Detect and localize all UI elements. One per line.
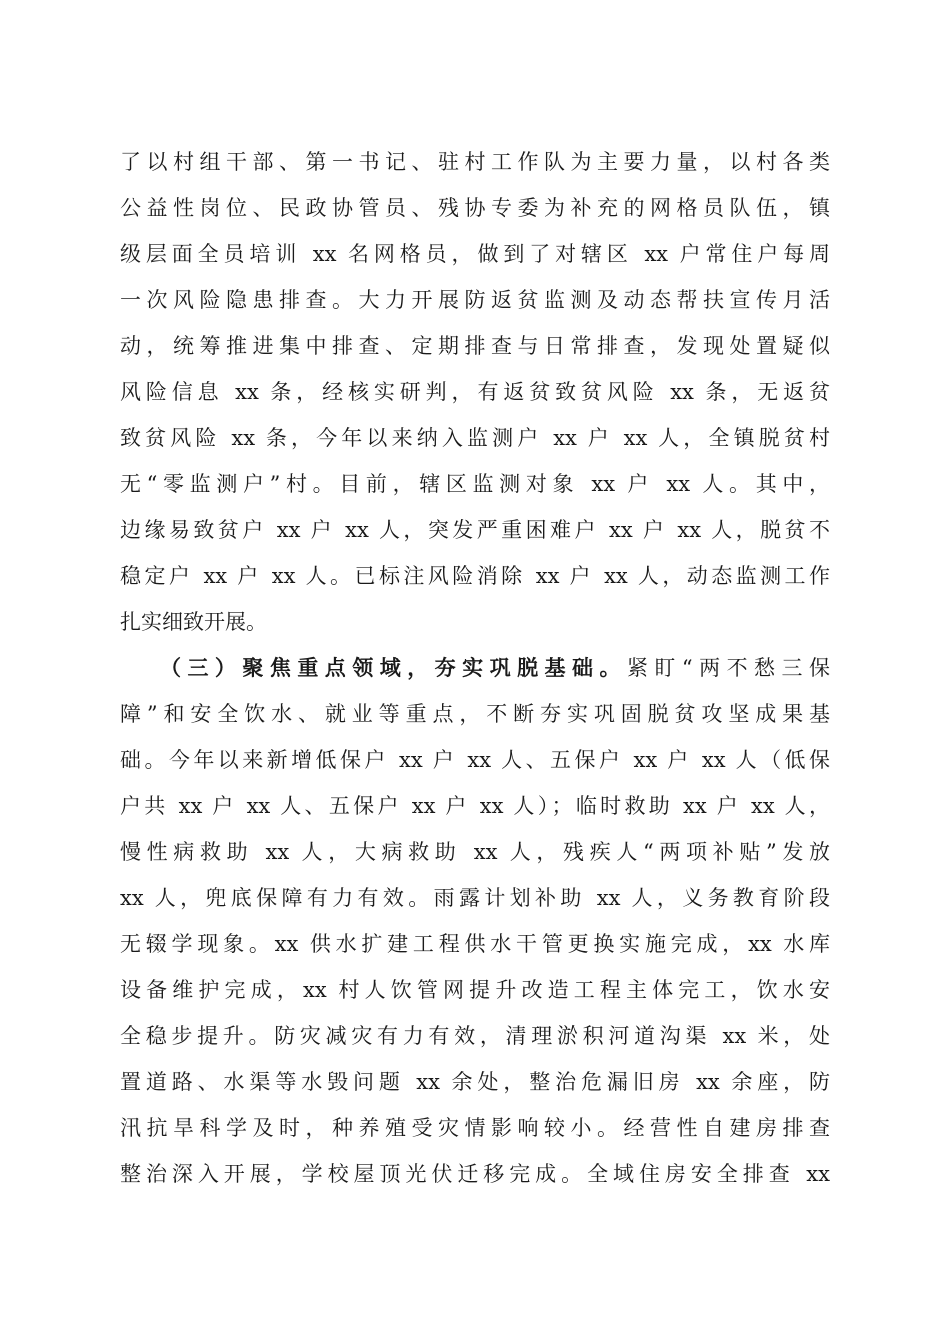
- paragraph-1-line-3: 级层面全员培训 xx 名网格员，做到了对辖区 xx 户常住户每周: [120, 242, 830, 266]
- paragraph-1-line-7: 致贫风险 xx 条，今年以来纳入监测户 xx 户 xx 人，全镇脱贫村: [120, 426, 830, 450]
- paragraph-1-line-11: 扎实细致开展。: [120, 610, 267, 634]
- paragraph-2-line-7: 无辍学现象。xx 供水扩建工程供水干管更换实施完成，xx 水库: [120, 932, 830, 956]
- paragraph-1-line-2: 公益性岗位、民政协管员、残协专委为补充的网格员队伍，镇: [120, 196, 830, 220]
- paragraph-2-line-1-text: 紧盯“两不愁三保: [626, 656, 830, 680]
- section-heading: （三）聚焦重点领域，夯实巩脱基础。: [160, 655, 627, 680]
- paragraph-2-line-3: 础。今年以来新增低保户 xx 户 xx 人、五保户 xx 户 xx 人（低保: [120, 748, 830, 772]
- paragraph-1-line-5: 动，统筹推进集中排查、定期排查与日常排查，发现处置疑似: [120, 334, 830, 358]
- paragraph-1-line-10: 稳定户 xx 户 xx 人。已标注风险消除 xx 户 xx 人，动态监测工作: [120, 564, 830, 588]
- paragraph-2-line-11: 汛抗旱科学及时，种养殖受灾情影响较小。经营性自建房排查: [120, 1116, 830, 1140]
- paragraph-1-line-8: 无“零监测户”村。目前，辖区监测对象 xx 户 xx 人。其中，: [120, 472, 830, 496]
- paragraph-2-line-1: [160, 648, 830, 688]
- paragraph-2-line-10: 置道路、水渠等水毁问题 xx 余处，整治危漏旧房 xx 余座，防: [120, 1070, 830, 1094]
- paragraph-1-line-6: 风险信息 xx 条，经核实研判，有返贫致贫风险 xx 条，无返贫: [120, 380, 830, 404]
- paragraph-2-line-4: 户共 xx 户 xx 人、五保户 xx 户 xx 人）；临时救助 xx 户 xx 人，: [120, 794, 830, 818]
- paragraph-2-line-5: 慢性病救助 xx 人，大病救助 xx 人，残疾人“两项补贴”发放: [120, 840, 830, 864]
- paragraph-1-line-4: 一次风险隐患排查。大力开展防返贫监测及动态帮扶宣传月活: [120, 288, 830, 312]
- paragraph-1-line-9: 边缘易致贫户 xx 户 xx 人，突发严重困难户 xx 户 xx 人，脱贫不: [120, 518, 830, 542]
- paragraph-2-line-9: 全稳步提升。防灾减灾有力有效，清理淤积河道沟渠 xx 米，处: [120, 1024, 830, 1048]
- paragraph-2-line-12: 整治深入开展，学校屋顶光伏迁移完成。全域住房安全排查 xx: [120, 1162, 830, 1186]
- paragraph-1-line-1: 了以村组干部、第一书记、驻村工作队为主要力量，以村各类: [120, 150, 830, 174]
- paragraph-2-line-8: 设备维护完成，xx 村人饮管网提升改造工程主体完工，饮水安: [120, 978, 830, 1002]
- paragraph-2-line-6: xx 人，兜底保障有力有效。雨露计划补助 xx 人，义务教育阶段: [120, 886, 830, 910]
- paragraph-2-line-2: 障”和安全饮水、就业等重点，不断夯实巩固脱贫攻坚成果基: [120, 702, 830, 726]
